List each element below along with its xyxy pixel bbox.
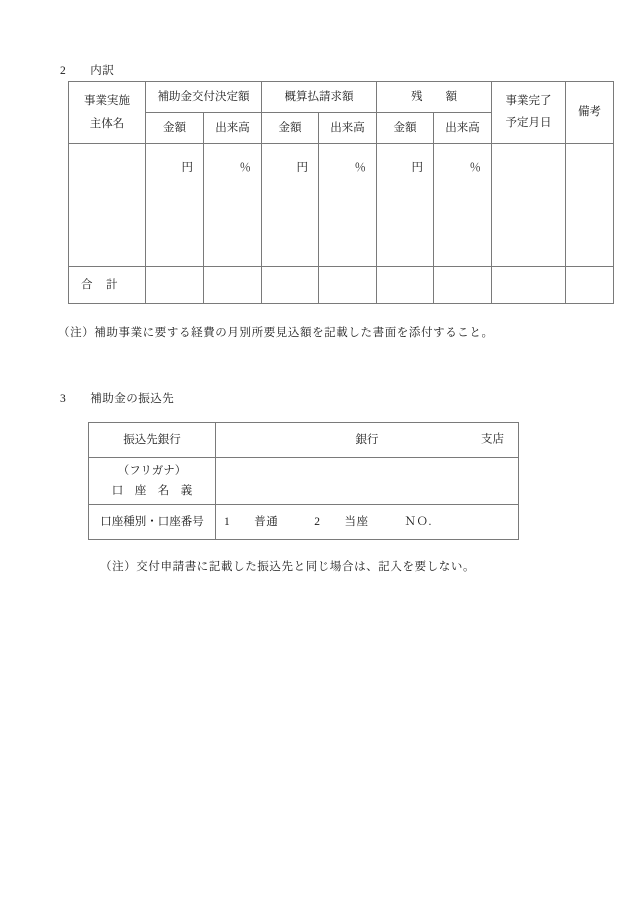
entry-remarks[interactable]: [566, 144, 614, 267]
transfer-destination-table: [88, 422, 519, 540]
label-account-type-number: 口座種別・口座番号: [89, 505, 216, 540]
total-grant-progress[interactable]: [204, 267, 262, 304]
transfer-row-account-number: [89, 505, 519, 540]
entry-completion-date[interactable]: [492, 144, 566, 267]
section-heading-transfer: 3 補助金の振込先: [60, 393, 175, 405]
header-group-grant-decision: 補助金交付決定額: [146, 82, 262, 113]
header-subject-name-line1: 事業実施: [84, 94, 130, 107]
breakdown-header-row-1: [69, 82, 614, 113]
value-account-type-number[interactable]: 1 普通 2 当座 ＮＯ.: [216, 505, 519, 540]
header-subject-name-line2: 主体名: [89, 117, 125, 130]
entry-subject-name[interactable]: [69, 144, 146, 267]
entry-grant-progress[interactable]: ％: [204, 144, 262, 267]
branch-suffix-label: 支店: [481, 433, 504, 446]
transfer-row-account-holder: [89, 458, 519, 505]
total-completion-date[interactable]: [492, 267, 566, 304]
bank-suffix-label: 銀行: [355, 433, 379, 446]
header-subject-name: [69, 82, 146, 144]
header-completion-date-line2: 予定月日: [505, 116, 552, 129]
header-remarks: 備考: [566, 82, 614, 144]
label-account-holder-name: 口 座 名 義: [111, 485, 193, 497]
header-group-balance: 残 額: [377, 82, 492, 113]
total-remarks[interactable]: [566, 267, 614, 304]
value-bank-name[interactable]: [216, 423, 519, 458]
header-balance-progress: 出来高: [434, 113, 492, 144]
note-breakdown: （注）補助事業に要する経費の月別所要見込額を記載した書面を添付すること。: [58, 327, 494, 339]
entry-grant-amount[interactable]: 円: [146, 144, 204, 267]
section-heading-breakdown: 2 内訳: [60, 65, 115, 77]
label-bank-name: 振込先銀行: [89, 423, 216, 458]
total-claim-progress[interactable]: [319, 267, 377, 304]
total-label: 合 計: [69, 267, 146, 304]
breakdown-total-row: [69, 267, 614, 304]
label-account-holder: [89, 458, 216, 505]
entry-claim-amount[interactable]: 円: [262, 144, 319, 267]
entry-balance-amount[interactable]: 円: [377, 144, 434, 267]
entry-claim-progress[interactable]: ％: [319, 144, 377, 267]
label-account-holder-furigana: （フリガナ）: [117, 464, 187, 477]
header-grant-amount: 金額: [146, 113, 204, 144]
total-balance-progress[interactable]: [434, 267, 492, 304]
transfer-row-bank: [89, 423, 519, 458]
breakdown-entry-row: [69, 144, 614, 267]
header-balance-amount: 金額: [377, 113, 434, 144]
header-claim-progress: 出来高: [319, 113, 377, 144]
breakdown-table: [68, 81, 614, 304]
value-account-holder[interactable]: [216, 458, 519, 505]
header-completion-date-line1: 事業完了: [505, 94, 552, 107]
header-grant-progress: 出来高: [204, 113, 262, 144]
note-transfer: （注）交付申請書に記載した振込先と同じ場合は、記入を要しない。: [100, 561, 476, 573]
entry-balance-progress[interactable]: ％: [434, 144, 492, 267]
header-group-estimate-claim: 概算払請求額: [262, 82, 377, 113]
total-balance-amount[interactable]: [377, 267, 434, 304]
header-completion-date: [492, 82, 566, 144]
header-claim-amount: 金額: [262, 113, 319, 144]
total-claim-amount[interactable]: [262, 267, 319, 304]
total-grant-amount[interactable]: [146, 267, 204, 304]
